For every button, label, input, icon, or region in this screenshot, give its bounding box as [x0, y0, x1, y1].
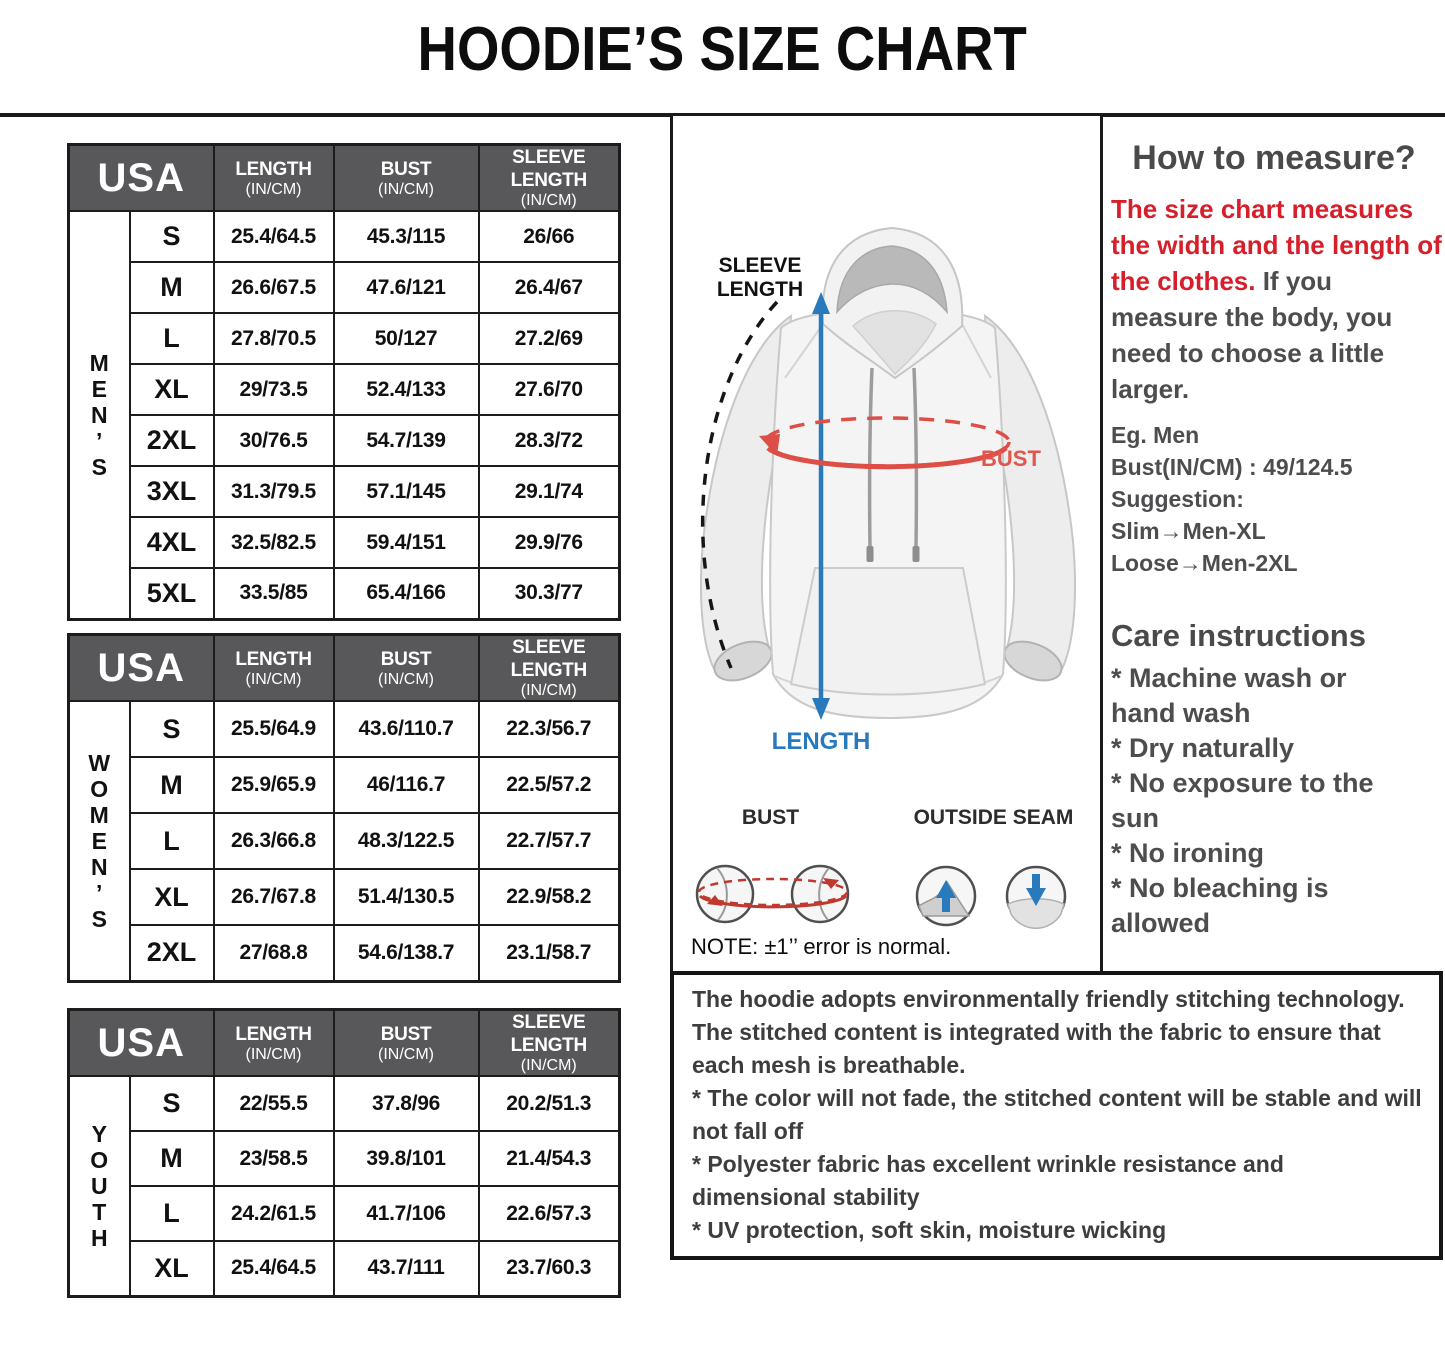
table-row — [69, 313, 620, 364]
table-header-row — [69, 145, 620, 212]
measurement-cell: 26.3/66.8 — [214, 813, 334, 869]
column-header-cell — [479, 635, 620, 702]
measurement-cell: 26.4/67 — [479, 262, 620, 313]
size-cell: S — [130, 211, 214, 262]
usa-header-cell: USA — [69, 145, 214, 212]
measure-highlight-text: The size chart measures the width and the length of the clothes. — [1111, 194, 1442, 296]
table-header-row — [69, 1010, 620, 1077]
measurement-cell: 22.9/58.2 — [479, 869, 620, 925]
size-cell: 2XL — [130, 925, 214, 981]
size-cell: S — [130, 701, 214, 757]
measurement-cell: 29.9/76 — [479, 517, 620, 568]
measurement-cell: 47.6/121 — [334, 262, 479, 313]
measurement-cell: 29.1/74 — [479, 466, 620, 517]
measurement-cell: 27.8/70.5 — [214, 313, 334, 364]
measurement-cell: 65.4/166 — [334, 568, 479, 619]
measurement-cell: 25.9/65.9 — [214, 757, 334, 813]
table-row — [69, 517, 620, 568]
measurement-cell: 33.5/85 — [214, 568, 334, 619]
measurement-cell: 21.4/54.3 — [479, 1131, 620, 1186]
column-header-cell — [214, 145, 334, 212]
table-row — [69, 925, 620, 981]
size-cell: 3XL — [130, 466, 214, 517]
example-line: Loose→Men-2XL — [1111, 550, 1298, 576]
measurement-cell: 32.5/82.5 — [214, 517, 334, 568]
example-line: Suggestion: — [1111, 486, 1244, 512]
measurement-cell: 30/76.5 — [214, 415, 334, 466]
column-header-cell — [214, 635, 334, 702]
measurement-cell: 22.7/57.7 — [479, 813, 620, 869]
size-cell: L — [130, 813, 214, 869]
measurement-cell: 31.3/79.5 — [214, 466, 334, 517]
column-header-label: SLEEVE LENGTH — [510, 637, 587, 681]
measurement-cell: 51.4/130.5 — [334, 869, 479, 925]
description-paragraph: * UV protection, soft skin, moisture wicking — [692, 1217, 1167, 1243]
measurement-cell: 39.8/101 — [334, 1131, 479, 1186]
column-header-cell — [334, 635, 479, 702]
sleeve-length-label: SLEEVE LENGTH — [716, 254, 804, 301]
measurement-cell: 22.6/57.3 — [479, 1186, 620, 1241]
measurement-cell: 37.8/96 — [334, 1076, 479, 1131]
measurement-cell: 43.6/110.7 — [334, 701, 479, 757]
table-row — [69, 1241, 620, 1296]
measurement-cell: 26/66 — [479, 211, 620, 262]
size-cell: L — [130, 313, 214, 364]
measurement-cell: 50/127 — [334, 313, 479, 364]
size-cell: M — [130, 757, 214, 813]
example-line: Bust(IN/CM) : 49/124.5 — [1111, 454, 1353, 480]
table-row — [69, 757, 620, 813]
youth-size-table-container — [67, 1008, 621, 1298]
page-title — [0, 14, 1445, 85]
column-header-label: BUST — [380, 158, 432, 180]
measurement-cell: 24.2/61.5 — [214, 1186, 334, 1241]
column-header-unit: (IN/CM) — [520, 192, 577, 209]
measure-example-block — [1111, 419, 1441, 579]
column-header-cell — [334, 145, 479, 212]
column-header-label: LENGTH — [235, 1023, 312, 1045]
table-row — [69, 364, 620, 415]
size-cell: M — [130, 1131, 214, 1186]
care-item: * No ironing — [1111, 838, 1264, 868]
description-paragraph: * The color will not fade, the stitched content will be stable and will not fall off — [692, 1085, 1422, 1144]
size-table-youth — [67, 1008, 621, 1298]
measurement-cell: 59.4/151 — [334, 517, 479, 568]
measurement-cell: 43.7/111 — [334, 1241, 479, 1296]
measurement-diagram-panel — [670, 113, 1103, 979]
size-cell: XL — [130, 364, 214, 415]
table-row — [69, 568, 620, 619]
measurement-cell: 23/58.5 — [214, 1131, 334, 1186]
size-table-mens — [67, 143, 621, 621]
bust-icon-label: BUST — [741, 806, 800, 829]
table-row — [69, 262, 620, 313]
table-row — [69, 211, 620, 262]
size-cell: XL — [130, 869, 214, 925]
column-header-label: SLEEVE LENGTH — [510, 1012, 587, 1056]
size-table-womens — [67, 633, 621, 983]
column-header-unit: (IN/CM) — [520, 682, 577, 699]
measurement-cell: 30.3/77 — [479, 568, 620, 619]
table-row — [69, 869, 620, 925]
how-to-measure-panel — [1103, 117, 1445, 975]
column-header-label: BUST — [380, 1023, 432, 1045]
care-item: * Machine wash or hand wash — [1111, 663, 1347, 728]
measurement-cell: 25.4/64.5 — [214, 211, 334, 262]
how-to-measure-paragraph — [1111, 191, 1443, 407]
description-paragraph: The hoodie adopts environmentally friendly stitching technology. The stitched content is integrated with the fabric to ensure that each mesh is breathable. — [692, 986, 1405, 1078]
group-label-cell: M E N ’ S — [69, 211, 130, 619]
measurement-cell: 46/116.7 — [334, 757, 479, 813]
measurement-cell: 22/55.5 — [214, 1076, 334, 1131]
column-header-label: SLEEVE LENGTH — [510, 147, 587, 191]
column-header-label: BUST — [380, 648, 432, 670]
measurement-cell: 29/73.5 — [214, 364, 334, 415]
table-row — [69, 415, 620, 466]
care-item: * No exposure to the sun — [1111, 768, 1374, 833]
measurement-cell: 23.7/60.3 — [479, 1241, 620, 1296]
womens-size-table-container — [67, 633, 621, 983]
column-header-label: LENGTH — [235, 158, 312, 180]
measurement-cell: 22.3/56.7 — [479, 701, 620, 757]
table-row — [69, 1076, 620, 1131]
measurement-cell: 25.4/64.5 — [214, 1241, 334, 1296]
measurement-cell: 52.4/133 — [334, 364, 479, 415]
measurement-cell: 57.1/145 — [334, 466, 479, 517]
table-row — [69, 701, 620, 757]
measure-rest-text: If you measure the body, you need to choose a little larger. — [1111, 266, 1393, 404]
measurement-cell: 22.5/57.2 — [479, 757, 620, 813]
bust-measure-icon-1 — [697, 866, 753, 922]
description-paragraph: * Polyester fabric has excellent wrinkle resistance and dimensional stability — [692, 1151, 1284, 1210]
size-cell: 2XL — [130, 415, 214, 466]
size-cell: XL — [130, 1241, 214, 1296]
usa-header-cell: USA — [69, 635, 214, 702]
column-header-label: LENGTH — [235, 648, 312, 670]
column-header-unit: (IN/CM) — [378, 670, 434, 688]
column-header-cell — [479, 1010, 620, 1077]
size-cell: 4XL — [130, 517, 214, 568]
care-instructions-block — [1111, 615, 1411, 941]
measurement-cell: 25.5/64.9 — [214, 701, 334, 757]
table-row — [69, 466, 620, 517]
table-row — [69, 1186, 620, 1241]
group-label-cell: W O M E N ’ S — [69, 701, 130, 981]
example-line: Slim→Men-XL — [1111, 518, 1266, 544]
care-instructions-list — [1111, 661, 1411, 941]
measurement-cell: 27.2/69 — [479, 313, 620, 364]
measurement-cell: 27/68.8 — [214, 925, 334, 981]
column-header-unit: (IN/CM) — [245, 1045, 302, 1063]
length-label: LENGTH — [771, 728, 871, 755]
measurement-cell: 45.3/115 — [334, 211, 479, 262]
measurement-cell: 54.6/138.7 — [334, 925, 479, 981]
column-header-unit: (IN/CM) — [378, 1045, 434, 1063]
usa-header-cell: USA — [69, 1010, 214, 1077]
size-cell: S — [130, 1076, 214, 1131]
care-instructions-title: Care instructions — [1111, 618, 1366, 653]
size-cell: 5XL — [130, 568, 214, 619]
column-header-unit: (IN/CM) — [520, 1057, 577, 1074]
how-to-measure-title: How to measure? — [1132, 139, 1416, 177]
size-cell: L — [130, 1186, 214, 1241]
measurement-cell: 54.7/139 — [334, 415, 479, 466]
column-header-cell — [479, 145, 620, 212]
measurement-cell: 48.3/122.5 — [334, 813, 479, 869]
table-header-row — [69, 635, 620, 702]
size-cell: M — [130, 262, 214, 313]
table-row — [69, 1131, 620, 1186]
measurement-cell: 28.3/72 — [479, 415, 620, 466]
example-line: Eg. Men — [1111, 422, 1200, 448]
measurement-cell: 41.7/106 — [334, 1186, 479, 1241]
column-header-unit: (IN/CM) — [245, 180, 302, 198]
bust-label: BUST — [981, 446, 1041, 471]
care-item: * No bleaching is allowed — [1111, 873, 1329, 938]
product-description-box — [670, 971, 1443, 1260]
care-item: * Dry naturally — [1111, 733, 1295, 763]
column-header-cell — [214, 1010, 334, 1077]
column-header-unit: (IN/CM) — [245, 670, 302, 688]
page-title-text: HOODIE’S SIZE CHART — [417, 15, 1028, 84]
mens-size-table-container — [67, 143, 621, 621]
column-header-unit: (IN/CM) — [378, 180, 434, 198]
measurement-cell: 27.6/70 — [479, 364, 620, 415]
outside-seam-icon-label: OUTSIDE SEAM — [913, 806, 1074, 829]
measurement-cell: 26.7/67.8 — [214, 869, 334, 925]
group-label-cell: Y O U T H — [69, 1076, 130, 1296]
column-header-cell — [334, 1010, 479, 1077]
tolerance-note: NOTE: ±1’’ error is normal. — [691, 934, 952, 959]
measurement-cell: 26.6/67.5 — [214, 262, 334, 313]
table-row — [69, 813, 620, 869]
measurement-cell: 23.1/58.7 — [479, 925, 620, 981]
measurement-cell: 20.2/51.3 — [479, 1076, 620, 1131]
